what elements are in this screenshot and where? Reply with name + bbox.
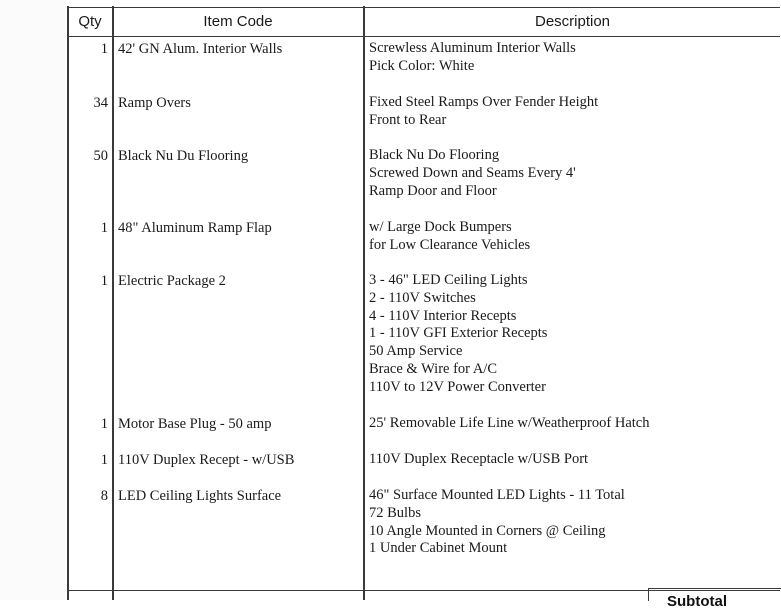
subtotal-box	[648, 588, 781, 610]
row-description	[369, 272, 774, 397]
description-line: 3 - 46" LED Ceiling Lights	[369, 272, 528, 288]
description-line: 1 - 110V GFI Exterior Recepts	[369, 325, 548, 342]
description-line: 25' Removable Life Line w/Weatherproof Hatch	[369, 415, 650, 431]
row-item-code: Ramp Overs	[118, 95, 191, 111]
description-line: 10 Angle Mounted in Corners @ Ceiling	[369, 522, 606, 539]
description-line: for Low Clearance Vehicles	[369, 236, 531, 253]
row-qty: 34	[93, 95, 108, 111]
item-code-column-header: Item Code	[203, 13, 273, 30]
row-description	[369, 451, 774, 469]
row-item-code: 110V Duplex Recept - w/USB	[118, 452, 295, 468]
row-description	[369, 219, 774, 255]
description-line: 110V to 12V Power Converter	[369, 378, 546, 395]
row-item-code: Black Nu Du Flooring	[118, 148, 249, 164]
description-line: Front to Rear	[369, 111, 447, 128]
row-description	[369, 487, 774, 558]
description-line: 2 - 110V Switches	[369, 289, 476, 306]
description-line: Fixed Steel Ramps Over Fender Height	[369, 94, 599, 110]
table-top-border	[67, 7, 780, 8]
description-column-header: Description	[534, 13, 611, 30]
row-qty: 1	[100, 41, 108, 57]
row-qty: 1	[100, 416, 108, 432]
qty-column-divider	[112, 6, 114, 600]
page-margin	[0, 0, 66, 600]
row-qty: 1	[100, 273, 108, 289]
row-qty: 8	[100, 488, 108, 504]
header-bottom-border	[67, 36, 780, 37]
row-item-code: LED Ceiling Lights Surface	[118, 488, 282, 504]
row-description	[369, 147, 774, 200]
row-qty: 1	[100, 220, 108, 236]
row-item-code: 48" Aluminum Ramp Flap	[118, 220, 272, 236]
row-item-code: Motor Base Plug - 50 amp	[118, 416, 272, 432]
description-line: 46" Surface Mounted LED Lights - 11 Total	[369, 487, 625, 503]
row-item-code: 42' GN Alum. Interior Walls	[118, 41, 283, 57]
row-item-code: Electric Package 2	[118, 273, 226, 289]
row-qty: 50	[93, 148, 108, 164]
description-line: Screwed Down and Seams Every 4'	[369, 164, 576, 181]
description-line: 4 - 110V Interior Recepts	[369, 307, 517, 324]
description-line: Brace & Wire for A/C	[369, 360, 498, 377]
description-line: 50 Amp Service	[369, 343, 463, 360]
description-line: Pick Color: White	[369, 57, 475, 74]
description-line: Screwless Aluminum Interior Walls	[369, 40, 576, 56]
row-description	[369, 94, 774, 130]
description-line: 1 Under Cabinet Mount	[369, 540, 508, 557]
description-line: w/ Large Dock Bumpers	[369, 219, 512, 235]
row-description	[369, 415, 774, 433]
code-column-divider	[363, 6, 365, 600]
description-line: Ramp Door and Floor	[369, 182, 497, 199]
subtotal-label: Subtotal	[667, 593, 727, 610]
qty-column-header: Qty	[78, 13, 102, 30]
row-qty: 1	[100, 452, 108, 468]
description-line: Black Nu Do Flooring	[369, 147, 500, 163]
description-line: 110V Duplex Receptacle w/USB Port	[369, 451, 589, 467]
row-description	[369, 40, 774, 76]
description-line: 72 Bulbs	[369, 504, 421, 521]
